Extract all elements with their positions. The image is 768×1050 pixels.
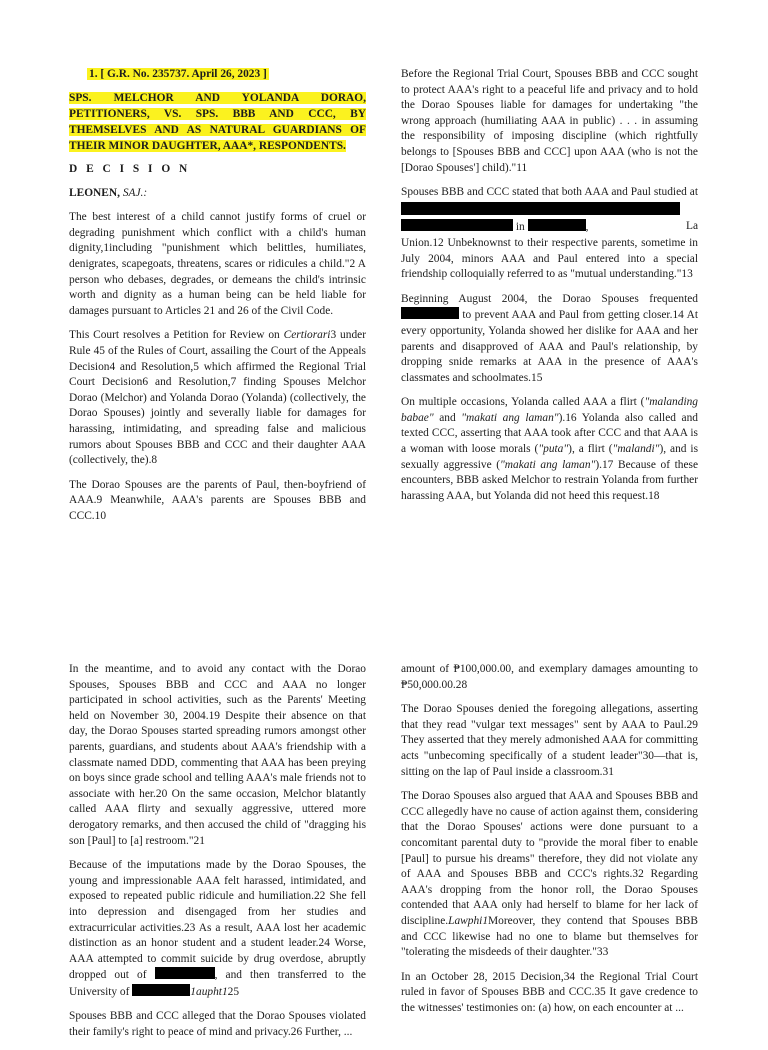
text-span: 3 under Rule 45 of the Rules of Court, assailing the Court of the Appeals Decision4 and Resolution,5 which affirmed the Regional Trial Court Decision6 and Resolution,7 finding Spouses Melchor Dorao (Melchor) and Yolanda Dorao (Yolanda) (collectively, the Dorao Spouses) jointly and severally liable for damages for harassing, intimidating, and spreading false and malicious rumors about Spouses BBB and CCC and their daughter AAA (collectively, the).8: [69, 329, 366, 467]
redaction-bar: [155, 967, 215, 979]
italic-term: "malandi": [612, 443, 660, 456]
item-number: 1.: [89, 68, 98, 80]
text-span: in: [515, 221, 525, 234]
paragraph: In an October 28, 2015 Decision,34 the Regional Trial Court ruled in favor of Spouses BBB and CCC.35 It gave credence to the witnesses' testimonies on: (a) how, on each encounter at ...: [401, 970, 698, 1014]
text-span: 25: [227, 985, 240, 998]
paragraph: [69, 328, 366, 468]
text-span: This Court resolves a Petition for Review on: [69, 329, 284, 342]
gr-line: [ G.R. No. 235737. April 26, 2023 ]: [100, 68, 267, 80]
paragraph: [69, 858, 366, 1000]
paragraph: In the meantime, and to avoid any contact with the Dorao Spouses, Spouses BBB and CCC and AAA no longer participated in school activities, such as the Parents' Meeting held on November 30, 2004.19 Despite their absence on that day, the Dorao Spouses started spreading rumors amongst other parents, guardians, and students about AAA's friendship with a classmate named DDD, commenting that AAA has been preying on boys since grade school and telling AAA's male friends not to associate with her.20 On the same occasion, Melchor blatantly called AAA flirty and sexually aggressive, uttered more derogatory remarks, and then accused the child of "dragging his son [Paul] to [a] restroom."21: [69, 663, 366, 847]
ponente: [69, 186, 366, 202]
text-span: , and then transferred to the University of: [69, 969, 366, 998]
redaction-bar: [132, 984, 190, 996]
text-span: ), a flirt (: [568, 443, 613, 456]
redaction-bar: [401, 202, 680, 215]
paragraph: [401, 789, 698, 961]
text-span: ,: [585, 221, 589, 234]
text-span: Beginning August 2004, the Dorao Spouses frequented: [401, 292, 698, 305]
text-span: to prevent AAA and Paul from getting closer.14 At every opportunity, Yolanda showed her dislike for AAA and her parents and disapproved of AAA and Paul's relationship, by dropping snide remarks at AAA in the presence of AAA's classmates and schoolmates.15: [401, 309, 698, 384]
text-span: ), and is sexually aggressive (: [401, 443, 698, 471]
italic-term: Certiorari: [283, 329, 331, 342]
italic-term: "puta": [538, 443, 569, 456]
case-parties: SPS. MELCHOR AND YOLANDA DORAO, PETITIONERS, VS. SPS. BBB AND CCC, BY THEMSELVES AND AS NATURAL GUARDIANS OF THEIR MINOR DAUGHTER, AAA*, RESPONDENTS.: [69, 92, 366, 152]
case-title: [69, 90, 366, 154]
paragraph: The Dorao Spouses are the parents of Paul, then-boyfriend of AAA.9 Meanwhile, AAA's parents are Spouses BBB and CCC.10: [69, 478, 366, 522]
italic-term: 1aupht1: [190, 985, 228, 998]
italic-term: Lawphi1: [448, 914, 489, 927]
text-span: Moreover, they contend that Spouses BBB and CCC likewise had no one to blame but themselves for "tolerating the misdeeds of their daughter."33: [401, 914, 698, 959]
text-span: Union.12 Unbeknownst to their respective parents, sometime in July 2004, minors AAA and Paul entered into a special friendship colloquially referred to as "mutual understanding."13: [401, 236, 698, 281]
text-span: Because of the imputations made by the Dorao Spouses, the young and impressionable AAA felt harassed, intimidated, and exposed to repeated public ridicule and humiliation.22 She fell into depression and disengaged from her studies and extracurricular activities.23 As a result, AAA lost her academic distinction as an honor student and a student leader.24 Worse, AAA attempted to commit suicide by drug overdose, abruptly dropped out of: [69, 859, 366, 982]
text-span: ).17 Because of these encounters, BBB asked Melchor to restrain Yolanda from further harassing AAA, but Yolanda did not heed this request.18: [401, 458, 698, 502]
paragraph: amount of ₱100,000.00, and exemplary damages amounting to ₱50,000.00.28: [401, 663, 698, 691]
ponente-name: LEONEN,: [69, 186, 120, 199]
paragraph: [401, 185, 698, 283]
paragraph: [401, 292, 698, 387]
text-span: The Dorao Spouses also argued that AAA and Spouses BBB and CCC allegedly have no cause of action against them, considering that the Dorao Spouses' actions were done pursuant to a concomitant parental duty to "provide the moral fiber to enable [Paul] to pursue his dreams" therefore, they did not violate any of AAA and Spouses BBB and CCC's rights.32 Regarding AAA's dropping from the honor roll, the Dorao Spouses contended that AAA only had herself to blame for her lack of discipline.: [401, 790, 698, 927]
paragraph: The Dorao Spouses denied the foregoing allegations, asserting that they read "vulgar text messages" sent by AAA to Paul.29 They asserted that they merely admonished AAA for committing acts "unbecoming specifically of a student leader"30—that is, sitting on the lap of Paul inside a classroom.31: [401, 703, 698, 778]
text-span: and: [433, 411, 462, 424]
text-span: On multiple occasions, Yolanda called AAA a flirt (: [401, 396, 645, 409]
column-4: [401, 662, 698, 1025]
italic-term: "makati ang laman": [461, 411, 559, 424]
paragraph: [401, 395, 698, 504]
gr-highlight: [87, 68, 269, 80]
paragraph: Spouses BBB and CCC alleged that the Dorao Spouses violated their family's right to peace of mind and privacy.26 Further, ...: [69, 1010, 366, 1039]
column-2: [401, 67, 698, 513]
italic-term: "makati ang laman": [500, 458, 596, 471]
text-span: ).16 Yolanda also called and texted CCC, asserting that AAA took after CCC and that AAA is a woman with loose morals (: [401, 411, 699, 456]
text-span: Spouses BBB and CCC stated that both AAA and Paul studied at: [401, 186, 698, 199]
decision-heading: D E C I S I O N: [69, 163, 191, 175]
column-1: [69, 67, 366, 533]
ponente-title: SAJ.:: [122, 186, 148, 199]
redaction-bar: [401, 219, 513, 231]
italic-term: "malanding babae": [401, 396, 698, 424]
paragraph: The best interest of a child cannot justify forms of cruel or degrading punishment which conflict with a child's human dignity,1including "punishment which belittles, humiliates, denigrates, scapegoats, threatens, scares or ridicules a child."2 A person who debases, degrades, or demeans the child's intrinsic worth and dignity as a human being can be held liable for damages pursuant to Articles 21 and 26 of the Civil Code.: [69, 211, 366, 317]
column-3: [69, 662, 366, 1050]
redaction-bar: [401, 307, 459, 319]
gr-number: [69, 67, 366, 82]
redaction-bar: [528, 219, 586, 231]
text-span: La: [685, 220, 698, 233]
paragraph: Before the Regional Trial Court, Spouses BBB and CCC sought to protect AAA's right to a peaceful life and privacy and to hold the Dorao Spouses liable for damages for undertaking "the wrong approach (humiliating AAA in public) . . . in assuming the responsibility of imposing discipline (which rightfully belongs to [Spouses BBB and CCC] upon AAA (who is not the [Dorao Spouses'] child)."11: [401, 68, 698, 174]
